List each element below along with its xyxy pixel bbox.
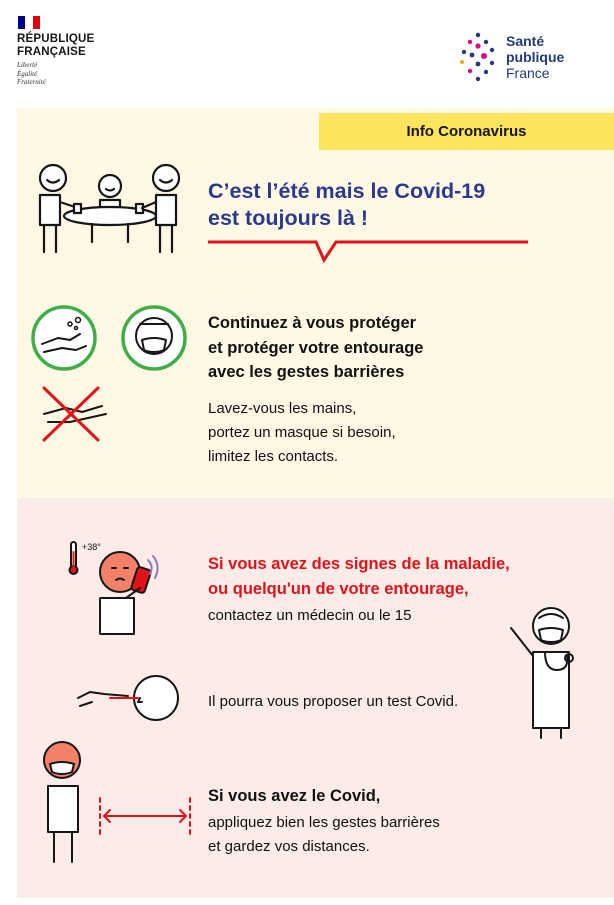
spf-line-france: France [506, 65, 550, 81]
distance-arrow-icon [100, 798, 190, 834]
face-mask-icon [123, 307, 185, 369]
contact-doctor-line: contactez un médecin ou le 15 [208, 607, 412, 624]
protect-line-3: avec les gestes barrières [208, 363, 405, 381]
headline-line-1: C’est l’été mais le Covid-19 [208, 179, 486, 203]
symptoms-line-2: ou quelqu'un de votre entourage, [208, 580, 469, 598]
protect-line-2: et protéger votre entourage [208, 338, 424, 357]
summer-headline [208, 178, 485, 232]
covid-details [208, 811, 440, 859]
protect-heading [208, 311, 423, 385]
speech-underline-decoration [204, 234, 534, 266]
covid-line-1: Si vous avez le Covid, [208, 787, 381, 805]
covid-line-2: appliquez bien les gestes barrières [208, 814, 440, 831]
symptoms-line-1: Si vous avez des signes de la maladie, [208, 555, 510, 573]
spf-line-sante: Santé [506, 33, 545, 49]
motto [17, 61, 46, 87]
republique-line: RÉPUBLIQUE [17, 33, 95, 45]
motto-fraternite: Fraternité [17, 78, 46, 86]
test-line: Il pourra vous proposer un test Covid. [208, 693, 459, 710]
protect-detail-2: portez un masque si besoin, [208, 424, 396, 441]
sick-person-phone-illustration [60, 538, 170, 642]
sante-publique-france-logo-icon [458, 30, 498, 86]
contact-doctor-text [208, 604, 411, 628]
spf-line-publique: publique [506, 49, 565, 65]
covid-test-illustration [70, 668, 190, 732]
francaise-line: FRANÇAISE [17, 46, 86, 58]
temperature-label: +38° [82, 542, 101, 552]
distance-illustration [40, 736, 200, 866]
republique-francaise-title [17, 33, 94, 59]
protect-line-1: Continuez à vous protéger [208, 314, 417, 332]
no-handshake-icon [44, 388, 106, 440]
headline-line-2: est toujours là ! [208, 206, 369, 230]
motto-liberte: Liberté [17, 61, 38, 69]
covid-line-3: et gardez vos distances. [208, 838, 370, 855]
barrier-gestures-illustration [30, 304, 190, 446]
info-coronavirus-label: Info Coronavirus [406, 123, 527, 140]
symptoms-heading [208, 552, 510, 602]
protect-detail-1: Lavez-vous les mains, [208, 400, 357, 417]
thermometer-icon [70, 542, 78, 574]
people-at-table-illustration [30, 160, 190, 260]
french-flag-logo [18, 16, 40, 29]
test-text [208, 690, 458, 714]
sante-publique-france-wordmark [506, 33, 564, 81]
hand-washing-icon [33, 307, 95, 369]
doctor-illustration [505, 600, 587, 740]
protect-details [208, 397, 396, 469]
info-coronavirus-banner [319, 113, 614, 150]
protect-detail-3: limitez les contacts. [208, 448, 339, 465]
motto-egalite: Égalité [17, 69, 38, 78]
covid-heading [208, 784, 380, 809]
